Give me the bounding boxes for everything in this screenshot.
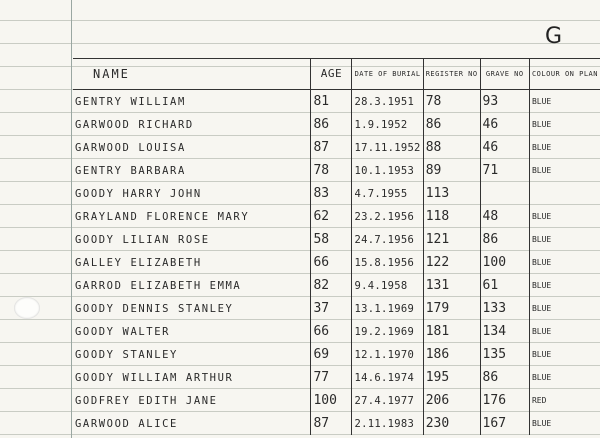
entry-date-of-burial: 1.9.1952 xyxy=(352,113,423,136)
table-row xyxy=(73,297,600,320)
entry-grave-no: 176 xyxy=(480,389,529,412)
entry-date-of-burial: 17.11.1952 xyxy=(352,136,423,159)
entry-date-of-burial: 2.11.1983 xyxy=(352,412,423,435)
entry-name: GOODY WILLIAM ARTHUR xyxy=(75,371,234,384)
entry-age: 37 xyxy=(311,297,352,320)
entry-name: GOODY LILIAN ROSE xyxy=(75,233,210,246)
entry-register-no: 181 xyxy=(423,320,480,343)
entry-age: 69 xyxy=(311,343,352,366)
entry-name: GENTRY BARBARA xyxy=(75,164,186,177)
entry-grave-no: 134 xyxy=(480,320,529,343)
entry-date-of-burial: 10.1.1953 xyxy=(352,159,423,182)
entry-name: GARWOOD LOUISA xyxy=(75,141,186,154)
entry-register-no: 131 xyxy=(423,274,480,297)
entry-name: GARROD ELIZABETH EMMA xyxy=(75,279,242,292)
entry-date-of-burial: 24.7.1956 xyxy=(352,228,423,251)
table-row xyxy=(73,412,600,435)
entry-grave-no: 86 xyxy=(480,366,529,389)
entry-age: 78 xyxy=(311,159,352,182)
entry-grave-no: 100 xyxy=(480,251,529,274)
entry-grave-no: 71 xyxy=(480,159,529,182)
entry-name: GOODY WALTER xyxy=(75,325,171,338)
entry-grave-no: 135 xyxy=(480,343,529,366)
entry-colour xyxy=(529,182,600,205)
entry-register-no: 230 xyxy=(423,412,480,435)
header-grave-no: GRAVE NO xyxy=(480,59,529,90)
entry-age: 81 xyxy=(311,90,352,114)
punch-hole xyxy=(14,297,40,319)
table-row xyxy=(73,159,600,182)
entry-name: GOODY DENNIS STANLEY xyxy=(75,302,234,315)
entry-grave-no: 133 xyxy=(480,297,529,320)
entry-age: 87 xyxy=(311,136,352,159)
header-row xyxy=(73,59,600,90)
entry-date-of-burial: 13.1.1969 xyxy=(352,297,423,320)
entry-register-no: 206 xyxy=(423,389,480,412)
entry-name: GOODY STANLEY xyxy=(75,348,178,361)
table-row xyxy=(73,136,600,159)
entry-grave-no: 167 xyxy=(480,412,529,435)
register-rows xyxy=(73,90,600,436)
entry-age: 77 xyxy=(311,366,352,389)
entry-name: GODFREY EDITH JANE xyxy=(75,394,218,407)
entry-register-no: 186 xyxy=(423,343,480,366)
entry-name: GALLEY ELIZABETH xyxy=(75,256,202,269)
entry-date-of-burial: 19.2.1969 xyxy=(352,320,423,343)
entry-colour: BLUE xyxy=(529,343,600,366)
entry-name: GOODY HARRY JOHN xyxy=(75,187,202,200)
entry-colour: RED xyxy=(529,389,600,412)
entry-colour: BLUE xyxy=(529,320,600,343)
entry-register-no: 113 xyxy=(423,182,480,205)
entry-date-of-burial: 14.6.1974 xyxy=(352,366,423,389)
table-row xyxy=(73,182,600,205)
header-name: NAME xyxy=(73,59,311,90)
entry-grave-no: 46 xyxy=(480,113,529,136)
table-row xyxy=(73,90,600,114)
entry-grave-no xyxy=(480,182,529,205)
entry-age: 86 xyxy=(311,113,352,136)
entry-age: 62 xyxy=(311,205,352,228)
entry-date-of-burial: 9.4.1958 xyxy=(352,274,423,297)
table-row xyxy=(73,205,600,228)
entry-register-no: 195 xyxy=(423,366,480,389)
entry-grave-no: 46 xyxy=(480,136,529,159)
entry-date-of-burial: 12.1.1970 xyxy=(352,343,423,366)
entry-grave-no: 48 xyxy=(480,205,529,228)
entry-age: 82 xyxy=(311,274,352,297)
entry-colour: BLUE xyxy=(529,251,600,274)
table-row xyxy=(73,389,600,412)
entry-name: GARWOOD RICHARD xyxy=(75,118,194,131)
entry-register-no: 121 xyxy=(423,228,480,251)
entry-age: 66 xyxy=(311,320,352,343)
entry-colour: BLUE xyxy=(529,205,600,228)
entry-date-of-burial: 4.7.1955 xyxy=(352,182,423,205)
entry-colour: BLUE xyxy=(529,159,600,182)
header-age: AGE xyxy=(311,59,352,90)
entry-register-no: 122 xyxy=(423,251,480,274)
entry-date-of-burial: 28.3.1951 xyxy=(352,90,423,114)
entry-age: 83 xyxy=(311,182,352,205)
table-row xyxy=(73,320,600,343)
entry-colour: BLUE xyxy=(529,228,600,251)
entry-colour: BLUE xyxy=(529,113,600,136)
entry-register-no: 89 xyxy=(423,159,480,182)
header-date-of-burial: DATE OF BURIAL xyxy=(352,59,423,90)
burial-register-table xyxy=(73,58,600,435)
entry-colour: BLUE xyxy=(529,366,600,389)
table-row xyxy=(73,366,600,389)
entry-colour: BLUE xyxy=(529,274,600,297)
entry-register-no: 78 xyxy=(423,90,480,114)
entry-register-no: 179 xyxy=(423,297,480,320)
entry-name: GARWOOD ALICE xyxy=(75,417,178,430)
table-row xyxy=(73,274,600,297)
table-row xyxy=(73,343,600,366)
entry-name: GENTRY WILLIAM xyxy=(75,95,186,108)
margin-rule xyxy=(71,0,72,438)
entry-date-of-burial: 23.2.1956 xyxy=(352,205,423,228)
entry-age: 100 xyxy=(311,389,352,412)
entry-grave-no: 61 xyxy=(480,274,529,297)
table-row xyxy=(73,251,600,274)
header-colour-on-plan: COLOUR ON PLAN xyxy=(529,59,600,90)
page-letter: G xyxy=(545,24,563,49)
entry-name: GRAYLAND FLORENCE MARY xyxy=(75,210,250,223)
table-row xyxy=(73,113,600,136)
entry-date-of-burial: 15.8.1956 xyxy=(352,251,423,274)
entry-register-no: 86 xyxy=(423,113,480,136)
entry-colour: BLUE xyxy=(529,90,600,114)
entry-date-of-burial: 27.4.1977 xyxy=(352,389,423,412)
entry-colour: BLUE xyxy=(529,297,600,320)
entry-register-no: 88 xyxy=(423,136,480,159)
entry-age: 87 xyxy=(311,412,352,435)
entry-colour: BLUE xyxy=(529,136,600,159)
entry-grave-no: 93 xyxy=(480,90,529,114)
entry-grave-no: 86 xyxy=(480,228,529,251)
entry-register-no: 118 xyxy=(423,205,480,228)
entry-colour: BLUE xyxy=(529,412,600,435)
table-row xyxy=(73,228,600,251)
entry-age: 66 xyxy=(311,251,352,274)
header-register-no: REGISTER NO xyxy=(423,59,480,90)
entry-age: 58 xyxy=(311,228,352,251)
